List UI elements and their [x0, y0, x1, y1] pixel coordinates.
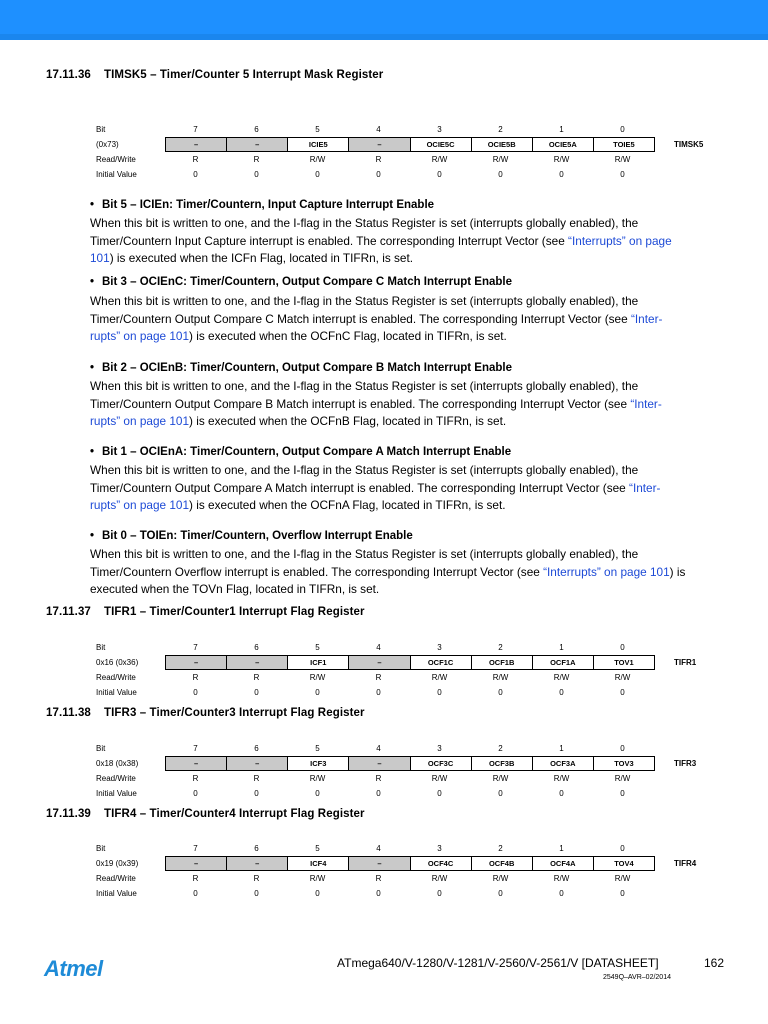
bit-field [165, 756, 655, 771]
interrupts-link[interactable]: “Inter- [630, 311, 663, 326]
bullet-heading: • Bit 2 – OCIEnB: Timer/Countern, Output Compare B Match Interrupt Enable [90, 362, 512, 374]
bit-name: ICF3 [288, 757, 349, 770]
bit-name-row [96, 137, 716, 152]
rw-value: R [375, 673, 382, 682]
bit-name: – [227, 656, 288, 669]
bit-number: 6 [254, 844, 259, 853]
rw-value: R/W [553, 155, 570, 164]
bit-number: 7 [193, 125, 198, 134]
initial-value: 0 [620, 688, 625, 697]
bit-number: 3 [437, 844, 442, 853]
rw-value: R/W [309, 874, 326, 883]
bit-name: – [227, 857, 288, 870]
row-label: Initial Value [96, 688, 137, 697]
row-label: Initial Value [96, 789, 137, 798]
initial-value: 0 [498, 789, 503, 798]
bit-name: – [349, 857, 410, 870]
section-heading [46, 69, 383, 81]
rw-value: R/W [431, 673, 448, 682]
initial-value: 0 [620, 889, 625, 898]
bullet-heading: • Bit 0 – TOIEn: Timer/Countern, Overflow Interrupt Enable [90, 530, 413, 542]
bit-number: 3 [437, 744, 442, 753]
bit-number: 6 [254, 125, 259, 134]
initial-value: 0 [254, 170, 259, 179]
rw-value: R/W [614, 774, 631, 783]
interrupts-link[interactable]: rupts” on page 101 [90, 329, 190, 343]
initial-value-row [96, 886, 716, 901]
bit-name: – [166, 656, 227, 669]
rw-value: R [375, 874, 382, 883]
row-label: Bit [96, 844, 106, 853]
initial-value: 0 [559, 688, 564, 697]
bit-name: ICF1 [288, 656, 349, 669]
bit-name: OCIE5B [472, 138, 533, 151]
bit-name: OCF1B [472, 656, 533, 669]
bit-number: 0 [620, 643, 625, 652]
bit-number: 2 [498, 125, 503, 134]
register-table-tifr1 [96, 640, 716, 700]
bit-number: 4 [376, 844, 381, 853]
initial-value: 0 [376, 688, 381, 697]
register-table-tifr4 [96, 841, 716, 901]
bit-number: 2 [498, 744, 503, 753]
bit-number-row [96, 122, 716, 137]
bit-number: 0 [620, 844, 625, 853]
bit-number: 4 [376, 125, 381, 134]
bit-name: OCF4C [411, 857, 472, 870]
interrupts-link[interactable]: “Inter- [630, 396, 662, 411]
register-table-timsk5 [96, 122, 716, 182]
register-name: TIFR4 [674, 859, 697, 868]
bit-name: TOV4 [594, 857, 654, 870]
bit-name: TOIE5 [594, 138, 654, 151]
initial-value: 0 [437, 789, 442, 798]
bit-number: 1 [559, 744, 564, 753]
rw-value: R/W [492, 155, 509, 164]
bit-name: – [349, 138, 410, 151]
rw-value: R [192, 673, 199, 682]
bit-name: – [227, 757, 288, 770]
rw-value: R/W [431, 874, 448, 883]
paragraph: When this bit is written to one, and the I-flag in the Status Register is set (interrupts globally enabled), the Timer/Countern Input Capture interrupt is enabled. The corresponding Interrupt Vector (see “Interrupts” on page 101) is executed when the ICFn Flag, located in TIFRn, is set. [90, 216, 672, 265]
initial-value: 0 [498, 170, 503, 179]
row-label: Initial Value [96, 889, 137, 898]
rw-value: R/W [614, 155, 631, 164]
initial-value: 0 [254, 889, 259, 898]
rw-value: R/W [431, 774, 448, 783]
interrupts-link[interactable]: “Interrupts” on page 101 [543, 564, 670, 579]
register-name: TIMSK5 [674, 140, 704, 149]
initial-value-row [96, 685, 716, 700]
bit-number: 2 [498, 643, 503, 652]
rw-value: R [375, 155, 382, 164]
rw-value: R/W [492, 874, 509, 883]
rw-value: R [253, 155, 260, 164]
initial-value: 0 [254, 688, 259, 697]
initial-value: 0 [315, 170, 320, 179]
bullet-heading: • Bit 1 – OCIEnA: Timer/Countern, Output Compare A Match Interrupt Enable [90, 446, 512, 458]
rw-value: R/W [431, 155, 448, 164]
bit-name: TOV1 [594, 656, 654, 669]
initial-value: 0 [193, 170, 198, 179]
bit-name-row [96, 856, 716, 871]
initial-value: 0 [498, 889, 503, 898]
bit-field [165, 655, 655, 670]
initial-value: 0 [620, 170, 625, 179]
rw-value: R [253, 774, 260, 783]
section-number: 17.11.36 [46, 69, 91, 81]
register-address: (0x73) [96, 140, 119, 149]
paragraph: When this bit is written to one, and the I-flag in the Status Register is set (interrupts globally enabled), the Timer/Countern Overflow interrupt is enabled. The corresponding Interrupt Vector (see “Interrupts” on page 101) is executed when the TOVn Flag, located in TIFRn, is set. [90, 547, 686, 596]
register-name: TIFR3 [674, 759, 697, 768]
interrupts-link[interactable]: rupts” on page 101 [90, 498, 190, 512]
interrupts-link[interactable]: rupts” on page 101 [90, 414, 190, 428]
paragraph: When this bit is written to one, and the I-flag in the Status Register is set (interrupts globally enabled), the Timer/Countern Output Compare A Match interrupt is enabled. The corresponding Interrupt Vector (see “Inter- rupts” on page 101) is executed when the OCFnA Flag, located in TIFRn, is set. [90, 463, 661, 512]
initial-value: 0 [315, 889, 320, 898]
rw-value: R [192, 155, 199, 164]
bit-number: 3 [437, 643, 442, 652]
initial-value-row [96, 167, 716, 182]
rw-row [96, 771, 716, 786]
rw-value: R/W [309, 155, 326, 164]
bit-number-row [96, 640, 716, 655]
bit-number: 5 [315, 844, 320, 853]
register-table-tifr3 [96, 741, 716, 801]
bit-name-row [96, 655, 716, 670]
bullet-heading: • Bit 3 – OCIEnC: Timer/Countern, Output Compare C Match Interrupt Enable [90, 276, 512, 288]
initial-value: 0 [254, 789, 259, 798]
bit-number-row [96, 841, 716, 856]
initial-value: 0 [559, 889, 564, 898]
bit-name: – [349, 656, 410, 669]
bit-name: – [349, 757, 410, 770]
bit-name: OCF3B [472, 757, 533, 770]
initial-value: 0 [559, 170, 564, 179]
row-label: Read/Write [96, 774, 136, 783]
rw-row [96, 871, 716, 886]
bit-number: 1 [559, 125, 564, 134]
bit-number: 1 [559, 643, 564, 652]
interrupts-link[interactable]: “Interrupts” on page [568, 233, 672, 248]
footer-title: ATmega640/V-1280/V-1281/V-2560/V-2561/V [DATASHEET] [337, 956, 659, 970]
row-label: Bit [96, 125, 106, 134]
bit-number: 7 [193, 744, 198, 753]
bit-number: 7 [193, 643, 198, 652]
section-heading: 17.11.37 TIFR1 – Timer/Counter1 Interrupt Flag Register [46, 606, 365, 618]
rw-row [96, 152, 716, 167]
document-code: 2549Q–AVR–02/2014 [603, 974, 671, 981]
initial-value: 0 [437, 688, 442, 697]
section-heading: 17.11.39 TIFR4 – Timer/Counter4 Interrupt Flag Register [46, 808, 365, 820]
bit-number: 3 [437, 125, 442, 134]
row-label: Read/Write [96, 874, 136, 883]
bit-name: – [166, 757, 227, 770]
bit-name: – [166, 138, 227, 151]
row-label: Bit [96, 744, 106, 753]
initial-value: 0 [559, 789, 564, 798]
bit-name: OCF3C [411, 757, 472, 770]
row-label: Bit [96, 643, 106, 652]
bit-number: 5 [315, 643, 320, 652]
row-label: Read/Write [96, 155, 136, 164]
bit-number: 4 [376, 744, 381, 753]
bit-number: 0 [620, 744, 625, 753]
rw-row [96, 670, 716, 685]
header-bar [0, 0, 768, 40]
bit-name: OCF3A [533, 757, 594, 770]
bit-name: OCIE5C [411, 138, 472, 151]
bit-number-row [96, 741, 716, 756]
initial-value-row [96, 786, 716, 801]
bit-name: ICIE5 [288, 138, 349, 151]
initial-value: 0 [193, 789, 198, 798]
bit-name: TOV3 [594, 757, 654, 770]
interrupts-link[interactable]: 101 [90, 251, 110, 265]
bit-number: 5 [315, 744, 320, 753]
page-number: 162 [704, 956, 725, 970]
atmel-logo: Atmel [44, 956, 103, 981]
rw-value: R [375, 774, 382, 783]
initial-value: 0 [193, 688, 198, 697]
rw-value: R [192, 874, 199, 883]
bit-field [165, 137, 655, 152]
bit-name-row [96, 756, 716, 771]
bit-field [165, 856, 655, 871]
register-address: 0x18 (0x38) [96, 759, 139, 768]
rw-value: R/W [553, 774, 570, 783]
bit-name: OCF4B [472, 857, 533, 870]
bit-number: 0 [620, 125, 625, 134]
paragraph: When this bit is written to one, and the I-flag in the Status Register is set (interrupts globally enabled), the Timer/Countern Output Compare C Match interrupt is enabled. The corresponding Interrupt Vector (see “Inter- rupts” on page 101) is executed when the OCFnC Flag, located in TIFRn, is set. [90, 294, 663, 343]
interrupts-link[interactable]: “Inter- [629, 480, 661, 495]
bit-name: – [227, 138, 288, 151]
rw-value: R [253, 673, 260, 682]
initial-value: 0 [315, 789, 320, 798]
bit-number: 7 [193, 844, 198, 853]
rw-value: R/W [309, 774, 326, 783]
row-label: Initial Value [96, 170, 137, 179]
rw-value: R [253, 874, 260, 883]
rw-value: R/W [614, 673, 631, 682]
section-heading: 17.11.38 TIFR3 – Timer/Counter3 Interrupt Flag Register [46, 707, 365, 719]
bit-name: OCF4A [533, 857, 594, 870]
register-name: TIFR1 [674, 658, 697, 667]
initial-value: 0 [315, 688, 320, 697]
bit-number: 6 [254, 643, 259, 652]
initial-value: 0 [193, 889, 198, 898]
bullet-heading: • Bit 5 – ICIEn: Timer/Countern, Input Capture Interrupt Enable [90, 199, 435, 211]
bit-name: OCF1A [533, 656, 594, 669]
initial-value: 0 [376, 789, 381, 798]
bit-number: 5 [315, 125, 320, 134]
bit-name: – [166, 857, 227, 870]
rw-value: R/W [553, 673, 570, 682]
initial-value: 0 [437, 170, 442, 179]
initial-value: 0 [376, 889, 381, 898]
paragraph: When this bit is written to one, and the I-flag in the Status Register is set (interrupts globally enabled), the Timer/Countern Output Compare B Match interrupt is enabled. The corresponding Interrupt Vector (see “Inter- rupts” on page 101) is executed when the OCFnB Flag, located in TIFRn, is set. [90, 379, 662, 428]
bit-name: OCIE5A [533, 138, 594, 151]
initial-value: 0 [498, 688, 503, 697]
bit-name: OCF1C [411, 656, 472, 669]
register-address: 0x16 (0x36) [96, 658, 139, 667]
section-title: TIMSK5 – Timer/Counter 5 Interrupt Mask Register [104, 69, 384, 81]
initial-value: 0 [620, 789, 625, 798]
bit-number: 4 [376, 643, 381, 652]
initial-value: 0 [376, 170, 381, 179]
rw-value: R/W [492, 774, 509, 783]
initial-value: 0 [437, 889, 442, 898]
rw-value: R/W [309, 673, 326, 682]
bit-number: 1 [559, 844, 564, 853]
rw-value: R [192, 774, 199, 783]
bit-number: 6 [254, 744, 259, 753]
rw-value: R/W [553, 874, 570, 883]
bit-number: 2 [498, 844, 503, 853]
rw-value: R/W [492, 673, 509, 682]
register-address: 0x19 (0x39) [96, 859, 139, 868]
row-label: Read/Write [96, 673, 136, 682]
bit-name: ICF4 [288, 857, 349, 870]
rw-value: R/W [614, 874, 631, 883]
